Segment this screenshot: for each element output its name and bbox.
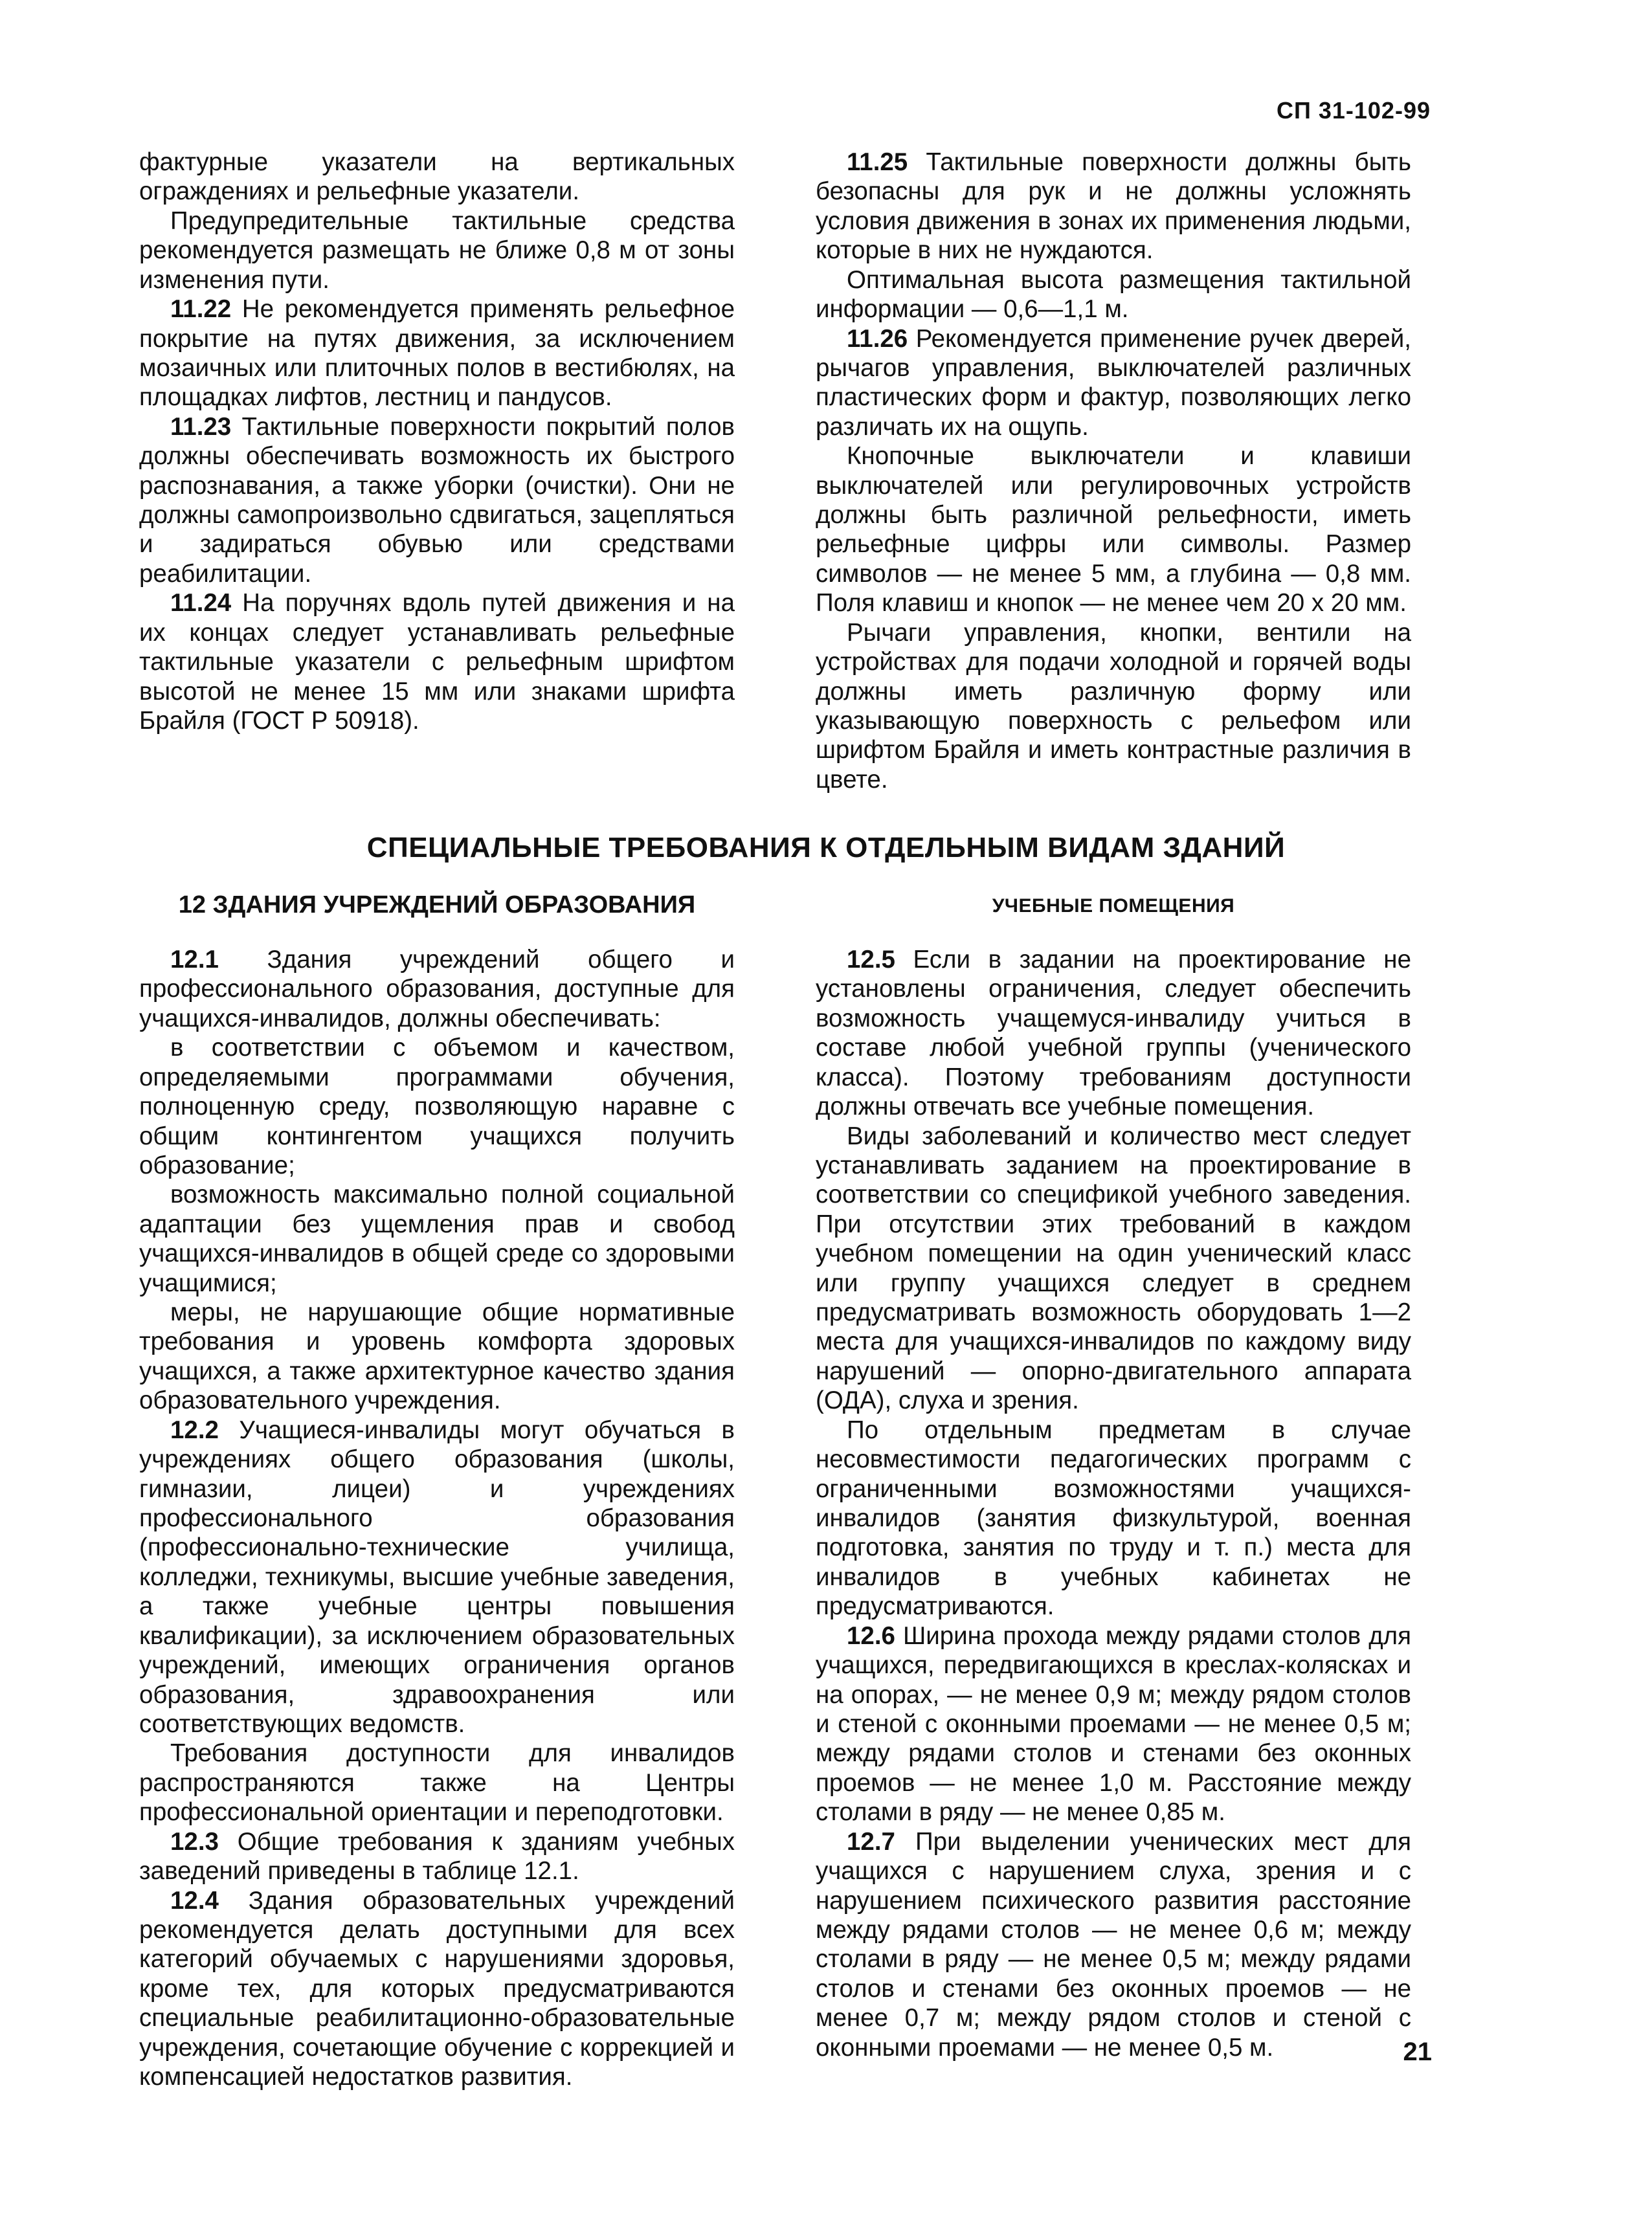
- clause-11-25: [816, 148, 1411, 265]
- clause-number: 11.23: [170, 412, 232, 441]
- paragraph: фактурные указатели на вертикальных ограждениях и рельефные указатели.: [139, 148, 735, 206]
- list-item: возможность максимально полной социальной адаптации без ущемления прав и свобод учащихся-инвалидов в общей среде со здоровыми учащимися;: [139, 1181, 735, 1297]
- page-number: 21: [1403, 2038, 1432, 2066]
- clause-number: 12.1: [170, 946, 219, 974]
- section-title: СПЕЦИАЛЬНЫЕ ТРЕБОВАНИЯ К ОТДЕЛЬНЫМ ВИДАМ ЗДАНИЙ: [366, 832, 1286, 863]
- paragraph: Кнопочные выключатели и клавиши выключателей или регулировочных устройств должны быть различной рельефности, иметь рельефные цифры или символы. Размер символов — не менее 5 мм, а глубина — 0,8 мм. Поля клавиш и кнопок — не менее чем 20 х 20 мм.: [816, 442, 1411, 618]
- clause-text: Тактильные поверхности должны быть безопасны для рук и не должны усложнять условия движения в зонах их применения людьми, которые в них не нуждаются.: [816, 148, 1411, 265]
- list-item: в соответствии с объемом и качеством, определяемыми программами обучения, полноценную среду, позволяющую наравне с общим контингентом учащихся получить образование;: [139, 1034, 735, 1179]
- paragraph: Оптимальная высота размещения тактильной информации — 0,6—1,1 м.: [816, 265, 1411, 324]
- clause-11-24: [139, 588, 735, 735]
- clause-number: 12.4: [170, 1886, 219, 1915]
- subsection-heading: УЧЕБНЫЕ ПОМЕЩЕНИЯ: [992, 895, 1235, 917]
- right-column-top: [816, 148, 1411, 794]
- clause-text: Не рекомендуется применять рельефное покрытие на путях движения, за исключением мозаичных или плиточных полов в вестибюлях, на площадках лифтов, лестниц и пандусов.: [139, 295, 735, 412]
- clause-number: 12.3: [170, 1827, 219, 1856]
- paragraph: Требования доступности для инвалидов распространяются также на Центры профессиональной ориентации и переподготовки.: [139, 1739, 735, 1827]
- clause-text: При выделении ученических мест для учащихся с нарушением слуха, зрения и с нарушением психического развития расстояние между рядами столов — не менее 0,6 м; между столами в ряду — не менее 0,5 м; между рядами столов и стенами без оконных проемов — не менее 0,7 м; между рядом столов и стеной с оконными проемами — не менее 0,5 м.: [816, 1827, 1411, 2062]
- clause-12-1: [139, 945, 735, 1033]
- clause-number: 12.6: [847, 1621, 895, 1650]
- clause-12-6: [816, 1621, 1411, 1827]
- clause-number: 11.26: [847, 324, 908, 353]
- chapter-heading: 12 ЗДАНИЯ УЧРЕЖДЕНИЙ ОБРАЗОВАНИЯ: [178, 891, 696, 918]
- clause-text: Тактильные поверхности покрытий полов должны обеспечивать возможность их быстрого распознавания, а также уборки (очистки). Они не должны самопроизвольно сдвигаться, зацепляться и задираться обувью или средствами реабилитации.: [139, 412, 735, 588]
- document-code: СП 31-102-99: [1276, 97, 1431, 124]
- clause-12-2: [139, 1416, 735, 1739]
- left-column-top: [139, 148, 735, 735]
- clause-12-3: [139, 1827, 735, 1886]
- clause-12-7: [816, 1827, 1411, 2062]
- list-item: меры, не нарушающие общие нормативные требования и уровень комфорта здоровых учащихся, а также архитектурное качество здания образовательного учреждения.: [139, 1298, 735, 1415]
- paragraph: Виды заболеваний и количество мест следует устанавливать заданием на проектирование в соответствии со спецификой учебного заведения. При отсутствии этих требований в каждом учебном помещении на один ученический класс или группу учащихся следует в среднем предусматривать возможность оборудовать 1—2 места для учащихся-инвалидов по каждому виду нарушений — опорно-двигательного аппарата (ОДА), слуха и зрения.: [816, 1122, 1411, 1415]
- paragraph: Предупредительные тактильные средства рекомендуется размещать не ближе 0,8 м от зоны изменения пути.: [139, 206, 735, 294]
- left-column-bottom: [139, 945, 735, 2091]
- clause-11-26: [816, 324, 1411, 442]
- clause-text: Общие требования к зданиям учебных заведений приведены в таблице 12.1.: [139, 1827, 735, 1886]
- clause-number: 11.25: [847, 148, 908, 176]
- clause-number: 12.5: [847, 946, 895, 974]
- clause-text: Здания учреждений общего и профессионального образования, доступные для учащихся-инвалидов, должны обеспечивать:: [139, 946, 735, 1032]
- clause-number: 11.22: [170, 295, 232, 324]
- clause-number: 11.24: [170, 589, 232, 618]
- clause-text: Рекомендуется применение ручек дверей, рычагов управления, выключателей различных пластических форм и фактур, позволяющих легко различать их на ощупь.: [816, 324, 1411, 441]
- clause-text: Учащиеся-инвалиды могут обучаться в учреждениях общего образования (школы, гимназии, лицеи) и учреждениях профессионального образования (профессионально-технические училища, колледжи, техникумы, высшие учебные заведения, а также учебные центры повышения квалификации), за исключением образовательных учреждений, имеющих ограничения органов образования, здравоохранения или соответствующих ведомств.: [139, 1416, 735, 1738]
- clause-text: Здания образовательных учреждений рекомендуется делать доступными для всех категорий обучаемых с нарушениями здоровья, кроме тех, для которых предусматриваются специальные реабилитационно-образовательные учреждения, сочетающие обучение с коррекцией и компенсацией недостатков развития.: [139, 1886, 735, 2091]
- clause-text: Ширина прохода между рядами столов для учащихся, передвигающихся в креслах-колясках и на опорах, — не менее 0,9 м; между рядом столов и стеной с оконными проемами — не менее 0,5 м; между рядами столов и стенами без оконных проемов — не менее 1,0 м. Расстояние между столами в ряду — не менее 0,85 м.: [816, 1621, 1411, 1827]
- paragraph: По отдельным предметам в случае несовместимости педагогических программ с ограниченными возможностями учащихся-инвалидов (занятия физкультурой, военная подготовка, занятия по труду и т. п.) места для инвалидов в учебных кабинетах не предусматриваются.: [816, 1416, 1411, 1621]
- clause-text: На поручнях вдоль путей движения и на их концах следует устанавливать рельефные тактильные указатели с рельефным шрифтом высотой не менее 15 мм или знаками шрифта Брайля (ГОСТ Р 50918).: [139, 589, 735, 735]
- clause-11-22: [139, 295, 735, 412]
- clause-text: Если в задании на проектирование не установлены ограничения, следует обеспечить возможность учащемуся-инвалиду учиться в составе любой учебной группы (ученического класса). Поэтому требованиям доступности должны отвечать все учебные помещения.: [816, 946, 1411, 1121]
- clause-12-5: [816, 945, 1411, 1122]
- clause-11-23: [139, 412, 735, 589]
- paragraph: Рычаги управления, кнопки, вентили на устройствах для подачи холодной и горячей воды должны иметь различную форму или указывающую поверхность с рельефом или шрифтом Брайля и иметь контрастные различия в цвете.: [816, 618, 1411, 794]
- clause-12-4: [139, 1886, 735, 2092]
- clause-number: 12.2: [170, 1416, 219, 1444]
- right-column-bottom: [816, 945, 1411, 2062]
- clause-number: 12.7: [847, 1827, 895, 1856]
